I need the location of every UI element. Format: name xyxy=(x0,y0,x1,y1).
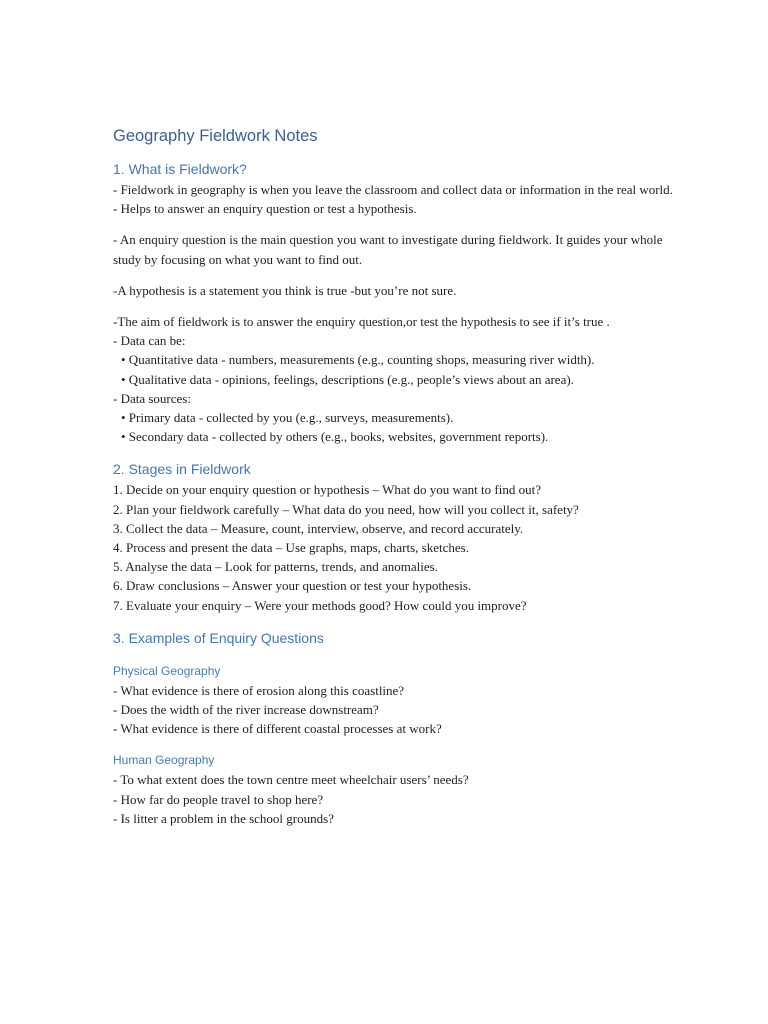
list-item: - How far do people travel to shop here? xyxy=(113,791,324,807)
bullet-item: • Primary data - collected by you (e.g., surveys, measurements). xyxy=(121,410,454,426)
section-heading-examples: 3. Examples of Enquiry Questions xyxy=(113,629,324,646)
paragraph: - Data can be: xyxy=(113,333,186,349)
list-item: 5. Analyse the data – Look for patterns, trends, and anomalies. xyxy=(113,559,438,575)
list-item: - Does the width of the river increase downstream? xyxy=(113,702,379,718)
document-title: Geography Fieldwork Notes xyxy=(113,127,318,145)
list-item: 1. Decide on your enquiry question or hypothesis – What do you want to find out? xyxy=(113,482,541,498)
list-item: - Is litter a problem in the school grounds? xyxy=(113,810,334,826)
subheading-physical-geography: Physical Geography xyxy=(113,663,221,678)
bullet-item: • Quantitative data - numbers, measurements (e.g., counting shops, measuring river width). xyxy=(121,352,595,368)
paragraph: -The aim of fieldwork is to answer the enquiry question,or test the hypothesis to see if it’s true . xyxy=(113,314,610,330)
section-heading-what-is-fieldwork: 1. What is Fieldwork? xyxy=(113,161,247,177)
list-item: 6. Draw conclusions – Answer your question or test your hypothesis. xyxy=(113,578,472,594)
bullet-item: • Secondary data - collected by others (e.g., books, websites, government reports). xyxy=(121,429,549,445)
list-item: - What evidence is there of different coastal processes at work? xyxy=(113,721,442,737)
paragraph: - Fieldwork in geography is when you leave the classroom and collect data or information in the real world. xyxy=(113,182,673,197)
list-item: 4. Process and present the data – Use graphs, maps, charts, sketches. xyxy=(113,540,469,556)
section-heading-stages: 2. Stages in Fieldwork xyxy=(113,461,251,478)
paragraph: - Helps to answer an enquiry question or test a hypothesis. xyxy=(113,201,417,217)
document-page xyxy=(113,124,673,828)
list-item: 7. Evaluate your enquiry – Were your methods good? How could you improve? xyxy=(113,597,527,613)
paragraph: - Data sources: xyxy=(113,390,191,406)
list-item: - What evidence is there of erosion along this coastline? xyxy=(113,682,405,698)
paragraph: -A hypothesis is a statement you think is true -but you’re not sure. xyxy=(113,282,457,298)
list-item: 3. Collect the data – Measure, count, interview, observe, and record accurately. xyxy=(113,520,524,536)
list-item: 2. Plan your fieldwork carefully – What data do you need, how will you collect it, safety? xyxy=(113,501,579,517)
list-item: - To what extent does the town centre meet wheelchair users’ needs? xyxy=(113,772,469,788)
paragraph: - An enquiry question is the main question you want to investigate during fieldwork. It guides your whole study by focusing on what you want to find out. xyxy=(113,232,663,267)
bullet-item: • Qualitative data - opinions, feelings, descriptions (e.g., people’s views about an area). xyxy=(121,371,574,387)
subheading-human-geography: Human Geography xyxy=(113,753,215,768)
